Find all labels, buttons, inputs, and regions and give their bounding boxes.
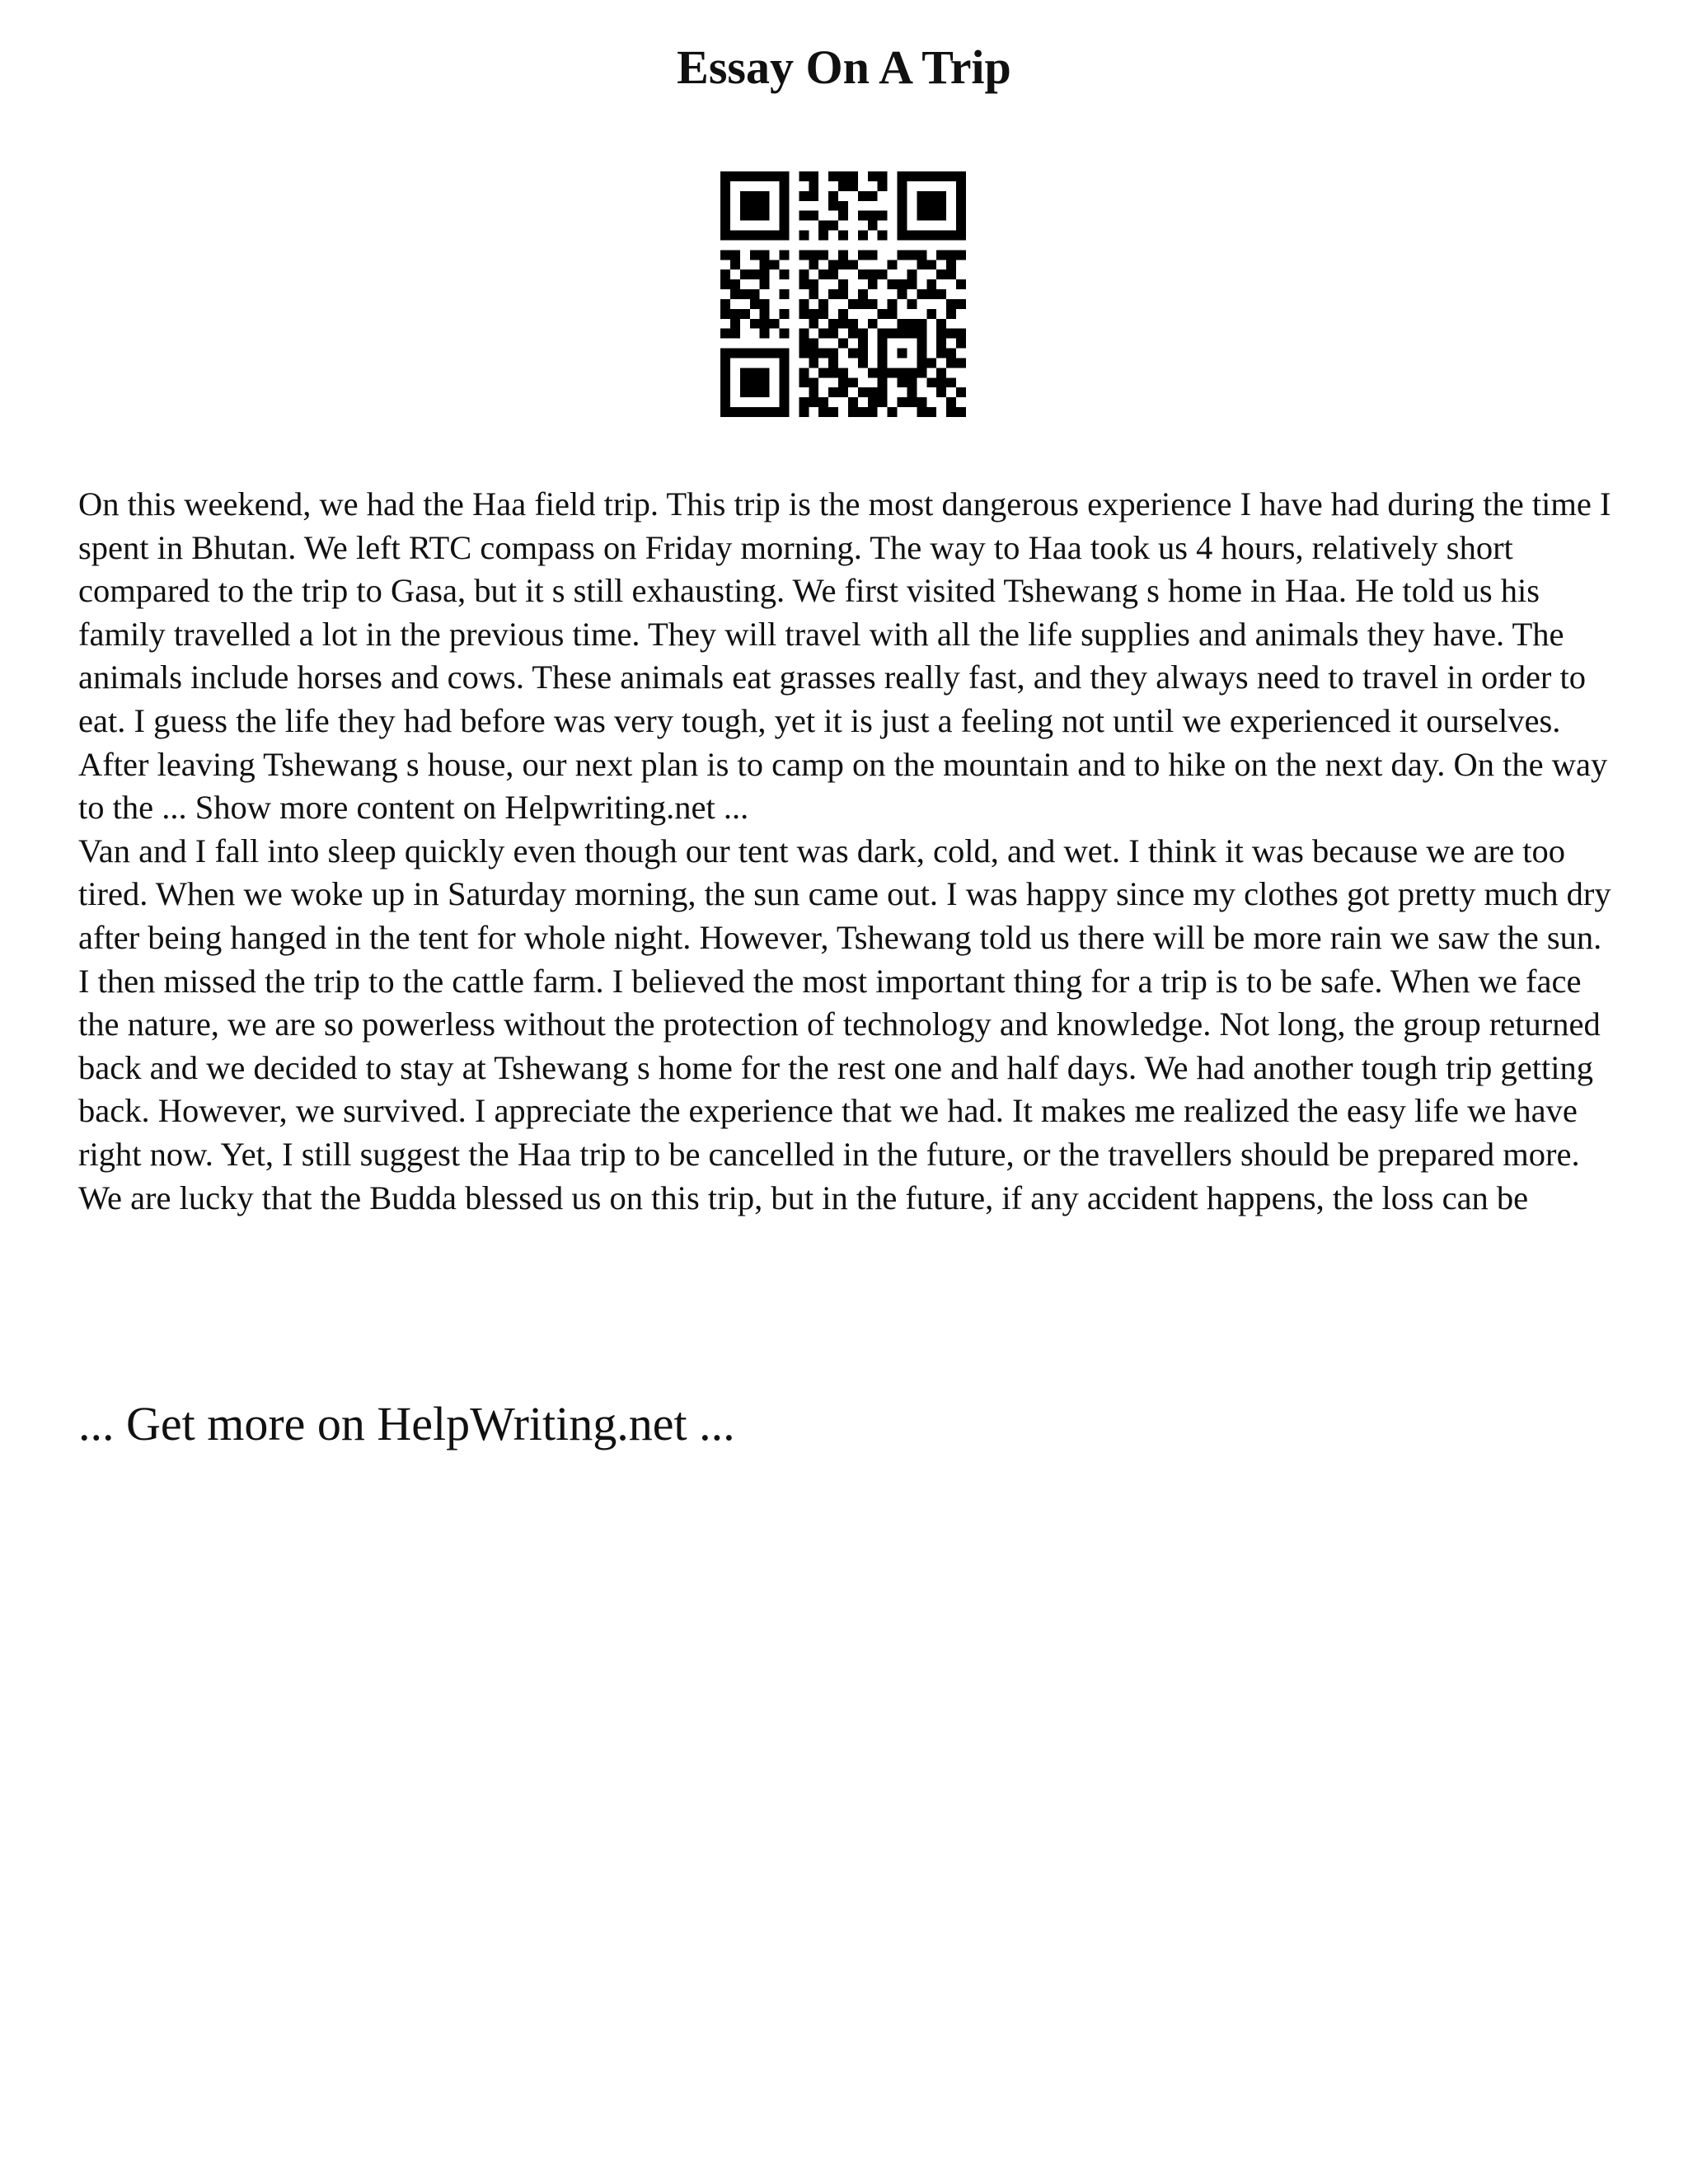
qr-code-icon <box>720 171 966 417</box>
get-more-link[interactable]: ... Get more on HelpWriting.net ... <box>78 1397 735 1451</box>
essay-body <box>78 483 1611 1220</box>
page-title: Essay On A Trip <box>677 40 1011 94</box>
essay-paragraph-1: On this weekend, we had the Haa field trip. This trip is the most dangerous experience I have had during the time I spent in Bhutan. We left RTC compass on Friday morning. The way to Haa took us 4 hours, relatively short compared to the trip to Gasa, but it s still exhausting. We first visited Tshewang s home in Haa. He told us his family travelled a lot in the previous time. They will travel with all the life supplies and animals they have. The animals include horses and cows. These animals eat grasses really fast, and they always need to travel in order to eat. I guess the life they had before was very tough, yet it is just a feeling not until we experienced it ourselves. After leaving Tshewang s house, our next plan is to camp on the mountain and to hike on the next day. On the way to the ... Show more content on Helpwriting.net ... <box>78 485 1611 827</box>
essay-paragraph-2: Van and I fall into sleep quickly even though our tent was dark, cold, and wet. I think it was because we are too tired. When we woke up in Saturday morning, the sun came out. I was happy since my clothes got pretty much dry after being hanged in the tent for whole night. However, Tshewang told us there will be more rain we saw the sun. I then missed the trip to the cattle farm. I believed the most important thing for a trip is to be safe. When we face the nature, we are so powerless without the protection of technology and knowledge. Not long, the group returned back and we decided to stay at Tshewang s home for the rest one and half days. We had another tough trip getting back. However, we survived. I appreciate the experience that we had. It makes me realized the easy life we have right now. Yet, I still suggest the Haa trip to be cancelled in the future, or the travellers should be prepared more. We are lucky that the Budda blessed us on this trip, but in the future, if any accident happens, the loss can be <box>78 832 1611 1216</box>
